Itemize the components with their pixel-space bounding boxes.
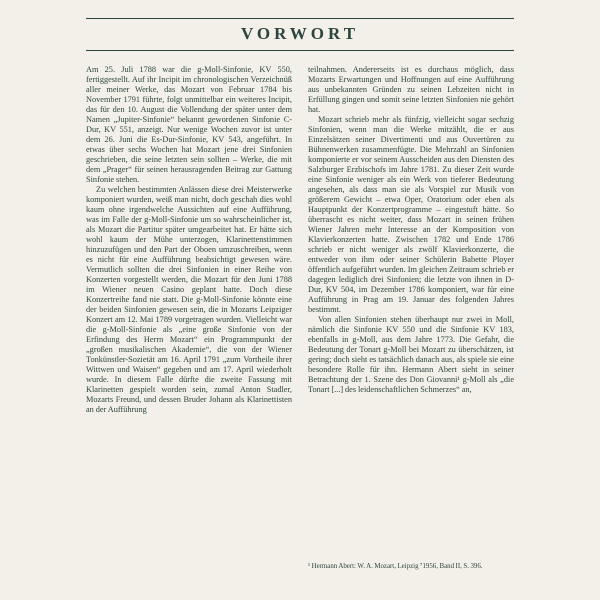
paragraph: teilnahmen. Andererseits ist es durchaus möglich, dass Mozarts Erwartungen und Hoffnungen auf eine Aufführung aus unbekannten Gründen zu seinen Lebzeiten nicht in Erfüllung gingen und somit seine letzten Sinfonien nie gehört hat. bbox=[308, 65, 514, 114]
left-column bbox=[86, 65, 292, 577]
paragraph: Am 25. Juli 1788 war die g-Moll-Sinfonie, KV 550, fertiggestellt. Auf ihr Incipit im chronologischen Verzeichnüß aller meiner Werke, das Mozart von Februar 1784 bis November 1791 führte, folgt unmittelbar ein weiteres Incipit, das für den 10. August die Vollendung der später unter dem Namen „Jupiter-Sinfonie“ bekannt gewordenen Sinfonie C-Dur, KV 551, anzeigt. Nur wenige Wochen zuvor ist unter dem 26. Juni die Es-Dur-Sinfonie, KV 543, angeführt. In etwas über sechs Wochen hat Mozart jene drei Sinfonien geschrieben, die seine letzten sein sollten – Werke, die mit dem „Prager“ für seinen herausragenden Beitrag zur Gattung Sinfonie stehen. bbox=[86, 65, 292, 184]
title-rule-top bbox=[86, 18, 514, 19]
footnote bbox=[308, 560, 514, 577]
paragraph: Von allen Sinfonien stehen überhaupt nur zwei in Moll, nämlich die Sinfonie KV 550 und die Sinfonie KV 183, ebenfalls in g-Moll, aus dem Jahre 1773. Die Gefahr, die Bedeutung der Tonart g-Moll bei Mozart zu überschätzen, ist gering; doch sieht es tatsächlich danach aus, als spiele sie eine besondere Rolle für ihn. Hermann Abert sieht in seiner Betrachtung der 1. Szene des Don Giovanni¹ g-Moll als „die Tonart [...] des leidenschaftlichen Schmerzes“ an, bbox=[308, 315, 514, 394]
page-header bbox=[86, 18, 514, 51]
text-columns bbox=[86, 65, 514, 577]
paragraph: Zu welchen bestimmten Anlässen diese drei Meisterwerke komponiert wurden, weiß man nicht, doch geschah dies wohl kaum ohne irgendwelche Aussichten auf eine Aufführung, was im Falle der g-Moll-Sinfonie um so wahrscheinlicher ist, als Mozart die Partitur später umgearbeitet hat. Er hätte sich wohl kaum der Mühe unterzogen, Klarinettenstimmen hinzuzufügen und den Part der Oboen umzuschreiben, wenn es nicht für eine Aufführung beabsichtigt gewesen wäre. Vermutlich sollten die drei Sinfonien in einer Reihe von Konzerten vorgestellt werden, die Mozart für den Juni 1788 im Wiener neuen Casino geplant hatte. Doch diese Konzertreihe fand nie statt. Die g-Moll-Sinfonie könnte eine der beiden Sinfonien gewesen sein, die in Mozarts Leipziger Konzert am 12. Mai 1789 vorgetragen wurden. Vielleicht war die g-Moll-Sinfonie als „eine große Sinfonie von der Erfindung des Herrn Mozart“ ein Programmpunkt der „großen musikalischen Akademie“, die von der Wiener Tonkünstler-Sozietät am 16. April 1791 „zum Vortheile ihrer Wittwen und Waisen“ gegeben und am 17. April wiederholt wurde. In diesem Falle dürfte die zweite Fassung mit Klarinetten gespielt worden sein, zumal Anton Stadler, Mozarts Freund, und dessen Bruder Johann als Klarinettisten an der Aufführung bbox=[86, 185, 292, 414]
footnote-text: ¹ Hermann Abert: W. A. Mozart, Leipzig ⁷1956, Band II, S. 396. bbox=[308, 563, 483, 570]
right-column bbox=[308, 65, 514, 577]
title-rule-bottom bbox=[86, 50, 514, 51]
paragraph: Mozart schrieb mehr als fünfzig, vielleicht sogar sechzig Sinfonien, wenn man die Werke mitzählt, die er aus Einzelsätzen seiner Divertimenti und aus Ouvertüren zu Bühnenwerken zusammenfügte. Die Mehrzahl an Sinfonien komponierte er vor seinem Ausscheiden aus den Diensten des Salzburger Erzbischofs im Jahre 1781. Zu dieser Zeit wurde eine Sinfonie weniger als ein Werk von tieferer Bedeutung angesehen, als dass man sie als Vorspiel zur Musik von größerem Gewicht – etwa Oper, Oratorium oder eben als Hauptpunkt der Konzertprogramme – eingestuft hätte. So überrascht es nicht weiter, dass Mozart in seinen frühen Wiener Jahren mehr Interesse an der Komposition von Klavierkonzerten hatte. Zwischen 1782 und Ende 1786 schrieb er nicht weniger als zwölf Klavierkonzerte, die entweder von ihm oder seiner Schülerin Babette Ployer öffentlich aufgeführt wurden. Im gleichen Zeitraum schrieb er dagegen lediglich drei Sinfonien; die letzte von ihnen in D-Dur, KV 504, im Dezember 1786 komponiert, war für eine Aufführung in Prag am 19. Januar des folgenden Jahres bestimmt. bbox=[308, 115, 514, 314]
page-title: VORWORT bbox=[240, 24, 360, 43]
